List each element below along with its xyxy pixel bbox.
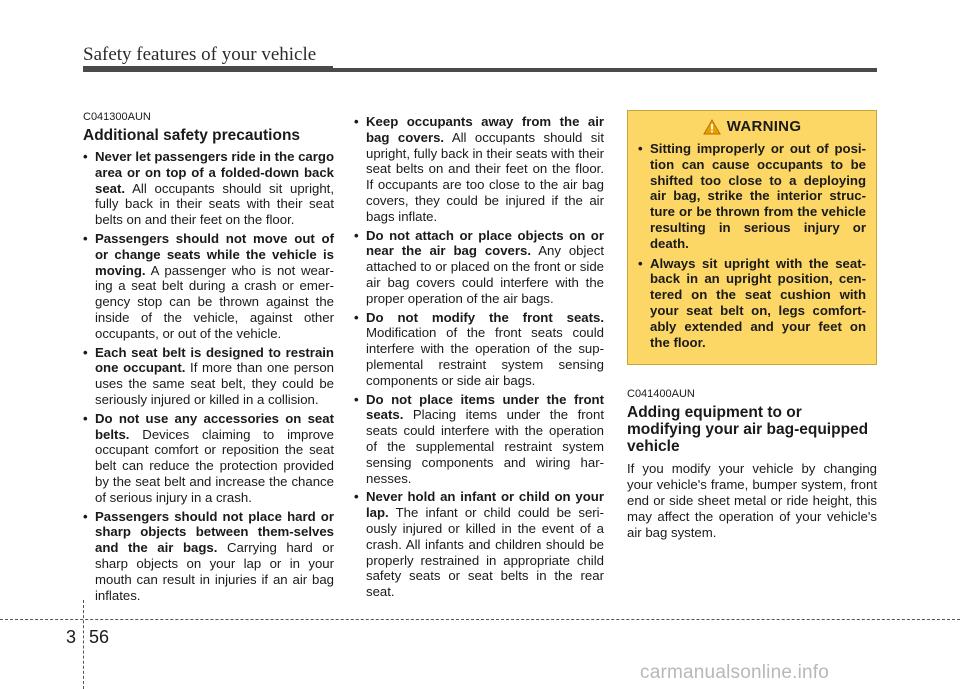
- list-item: • Do not modify the front seats. Modification of the front seats could interfere with the operation of the sup-plemental restraint system sensing components or side air bags.: [354, 309, 604, 388]
- item-lead: Do not place items under the front seats.: [366, 391, 604, 423]
- item-text: Devices claiming to improve occupant comfort or reposition the seat belt can reduce the protection provided by the seat belt and increase the chance of serious injury in a crash.: [95, 426, 334, 505]
- list-item: • Do not place items under the front seats. Placing items under the front seats could interfere with the operation of the supplemental restraint system sensing components and wiring har-nesses.: [354, 391, 604, 486]
- item-text: Placing items under the front seats could interfere with the operation of the supplemental restraint system sensing components and wiring har-nesses.: [366, 407, 604, 486]
- item-text: Any object attached to or placed on the front or side air bag covers could interfere with the proper operation of the air bags.: [366, 243, 605, 306]
- warning-title: WARNING: [726, 118, 802, 136]
- item-lead: Passengers should not place hard or sharp objects between them-selves and the air bags.: [95, 508, 334, 556]
- precautions-list-continued: [354, 114, 604, 600]
- item-text: Carrying hard or sharp objects on your lap or in your mouth can result in injuries if an air bag inflates.: [95, 540, 334, 603]
- item-lead: Never let passengers ride in the cargo area or on top of a folded-down back seat.: [95, 149, 334, 196]
- chapter-number: 3: [66, 627, 77, 647]
- item-text: All occupants should sit upright, fully back in their seats with their seat belts on and their feet on the floor. If occupants are too close to the air bag covers, they could be injured if the air bags inflate.: [366, 129, 604, 224]
- precautions-list: [83, 149, 334, 603]
- warning-list: [638, 141, 866, 350]
- list-item: • Do not use any accessories on seat belts. Devices claiming to improve occupant comfort or reposition the seat belt can reduce the protection provided by the seat belt and increase the chance of serious injury in a crash.: [83, 410, 334, 505]
- item-lead: Do not use any accessories on seat belts.: [95, 410, 334, 442]
- item-text: A passenger who is not wear-ing a seat belt during a crash or emer-gency stop can be thrown against the inside of the vehicle, against other occupants, or out of the vehicle.: [95, 262, 334, 341]
- warning-item: • Always sit upright with the seat-back in an upright position, cen-tered on the seat cushion with your seat belt on, legs comfort-ably extended and your feet on the floor.: [638, 255, 866, 350]
- watermark: carmanualsonline.info: [640, 662, 830, 683]
- section-heading: Additional safety precautions: [83, 127, 301, 144]
- section-paragraph: If you modify your vehicle by changing your vehicle's frame, bumper system, front end or side sheet metal or ride height, this may affect the operation of your vehicle's air bag system.: [627, 461, 877, 540]
- item-lead: Passengers should not move out of or change seats while the vehicle is moving.: [95, 230, 334, 278]
- list-item: • Passengers should not place hard or sharp objects between them-selves and the air bags. Carrying hard or sharp objects on your lap or in your mouth can result in injuries if an air bag inflates.: [83, 508, 334, 603]
- column-middle: [354, 114, 604, 603]
- section-title: Safety features of your vehicle: [83, 44, 317, 65]
- item-text: If more than one person uses the same seat belt, they could be seriously injured or killed in a collision.: [95, 360, 335, 407]
- column-left: [83, 110, 334, 606]
- header-rule: [83, 68, 877, 72]
- section-code: C041300AUN: [83, 111, 151, 123]
- section-code: C041400AUN: [627, 388, 695, 401]
- list-item: • Never hold an infant or child on your lap. The infant or child could be seri-ously injured or killed in the event of a crash. All infants and children should be properly restrained in appropriate child safety seats or seat belts in the rear seat.: [354, 489, 604, 600]
- page-number: 56: [89, 627, 110, 647]
- item-lead: Each seat belt is designed to restrain one occupant.: [95, 344, 334, 376]
- item-lead: Do not attach or place objects on or near the air bag covers.: [366, 227, 604, 259]
- warning-triangle-icon: [703, 119, 721, 135]
- list-item: • Keep occupants away from the air bag covers. All occupants should sit upright, fully back in their seats with their seat belts on and their feet on the floor. If occupants are too close to the air bag covers, they could be injured if the air bags inflate.: [354, 114, 604, 224]
- warning-item: • Sitting improperly or out of posi-tion can cause occupants to be shifted too close to a deploying air bag, strike the interior struc-ture or be thrown from the vehicle resulting in serious injury or death.: [638, 141, 866, 251]
- list-item: • Never let passengers ride in the cargo area or on top of a folded-down back seat. All occupants should sit upright, fully back in their seats with their seat belts on and their feet on the floor.: [83, 149, 334, 228]
- item-text: The infant or child could be seri-ously injured or killed in the event of a crash. All infants and children should be properly restrained in appropriate child safety seats or seat belts in the rear seat.: [366, 505, 604, 600]
- section-heading: Adding equipment to or modifying your air bag-equipped vehicle: [627, 404, 869, 456]
- item-text: All occupants should sit upright, fully back in their seats with their seat belts on and their feet on the floor.: [95, 180, 334, 228]
- list-item: • Do not attach or place objects on or near the air bag covers. Any object attached to or placed on the front or side air bag covers could interfere with the proper operation of the air bags.: [354, 227, 605, 306]
- list-item: • Each seat belt is designed to restrain one occupant. If more than one person uses the same seat belt, they could be seriously injured or killed in a collision.: [83, 344, 335, 407]
- item-lead: Do not modify the front seats.: [366, 309, 604, 325]
- item-lead: Keep occupants away from the air bag covers.: [366, 114, 604, 145]
- column-right: [627, 110, 877, 540]
- warning-box: [627, 110, 877, 365]
- item-lead: Never hold an infant or child on your lap.: [366, 489, 604, 521]
- footer-rule: [0, 619, 960, 620]
- footer-divider: [83, 600, 84, 689]
- item-text: Modification of the front seats could interfere with the operation of the sup-plemental restraint system sensing components or side air bags.: [366, 325, 604, 388]
- list-item: • Passengers should not move out of or change seats while the vehicle is moving. A passenger who is not wear-ing a seat belt during a crash or emer-gency stop can be thrown against the inside of the vehicle, against other occupants, or out of the vehicle.: [83, 230, 334, 341]
- warning-header: [638, 119, 866, 135]
